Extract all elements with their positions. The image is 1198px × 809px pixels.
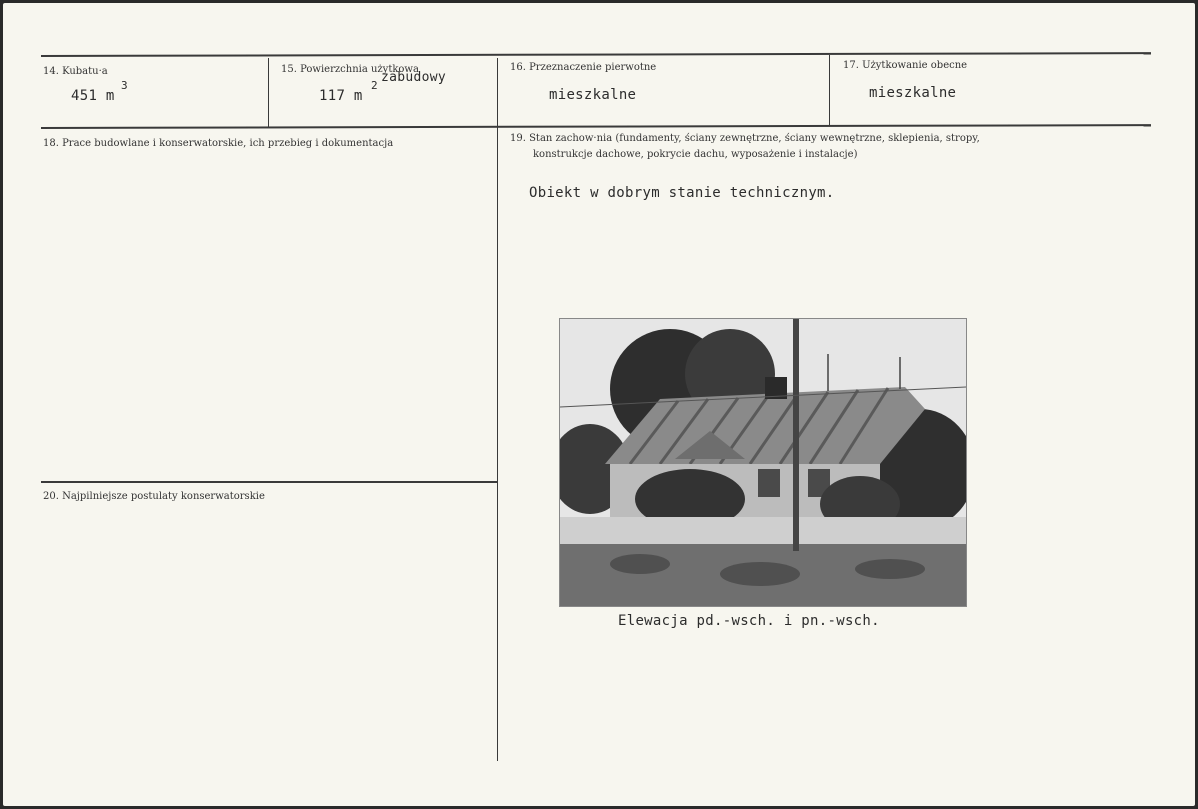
field-14-label: 14. Kubatu·a — [43, 66, 108, 77]
top-rule — [41, 52, 1151, 57]
field-15-value: 117 m — [319, 88, 363, 104]
col1-divider — [268, 58, 269, 128]
field-15-label: 15. Powierzchnia użytkowa — [281, 64, 419, 75]
field-19-label-line1: 19. Stan zachow·nia (fundamenty, ściany zewnętrzne, ściany wewnętrzne, sklepienia, stropy, — [510, 133, 980, 144]
field-17-label: 17. Użytkowanie obecne — [843, 60, 968, 71]
section18-rule — [41, 481, 497, 483]
field-20-label: 20. Najpilniejsze postulaty konserwatorskie — [43, 491, 265, 502]
field-16-label: 16. Przeznaczenie pierwotne — [510, 62, 657, 73]
row1-rule — [41, 124, 1151, 129]
field-14-unit-exponent: 3 — [121, 79, 128, 92]
inventory-card — [3, 3, 1195, 806]
col3-divider — [829, 55, 830, 126]
col2-divider — [497, 58, 498, 761]
field-19-label-line2: konstrukcje dachowe, pokrycie dachu, wyposażenie i instalacje) — [533, 149, 858, 160]
photo-caption: Elewacja pd.-wsch. i pn.-wsch. — [618, 613, 880, 629]
building-photograph — [559, 318, 967, 607]
field-15-note: zabudowy — [381, 70, 447, 85]
photo-illustration — [560, 319, 966, 606]
field-15-unit-exponent: 2 — [371, 79, 378, 92]
field-14-value: 451 m — [71, 88, 115, 104]
field-19-value: Obiekt w dobrym stanie technicznym. — [529, 185, 835, 201]
field-18-label: 18. Prace budowlane i konserwatorskie, ich przebieg i dokumentacja — [43, 138, 394, 149]
field-16-value: mieszkalne — [549, 87, 637, 103]
field-17-value: mieszkalne — [869, 85, 957, 101]
